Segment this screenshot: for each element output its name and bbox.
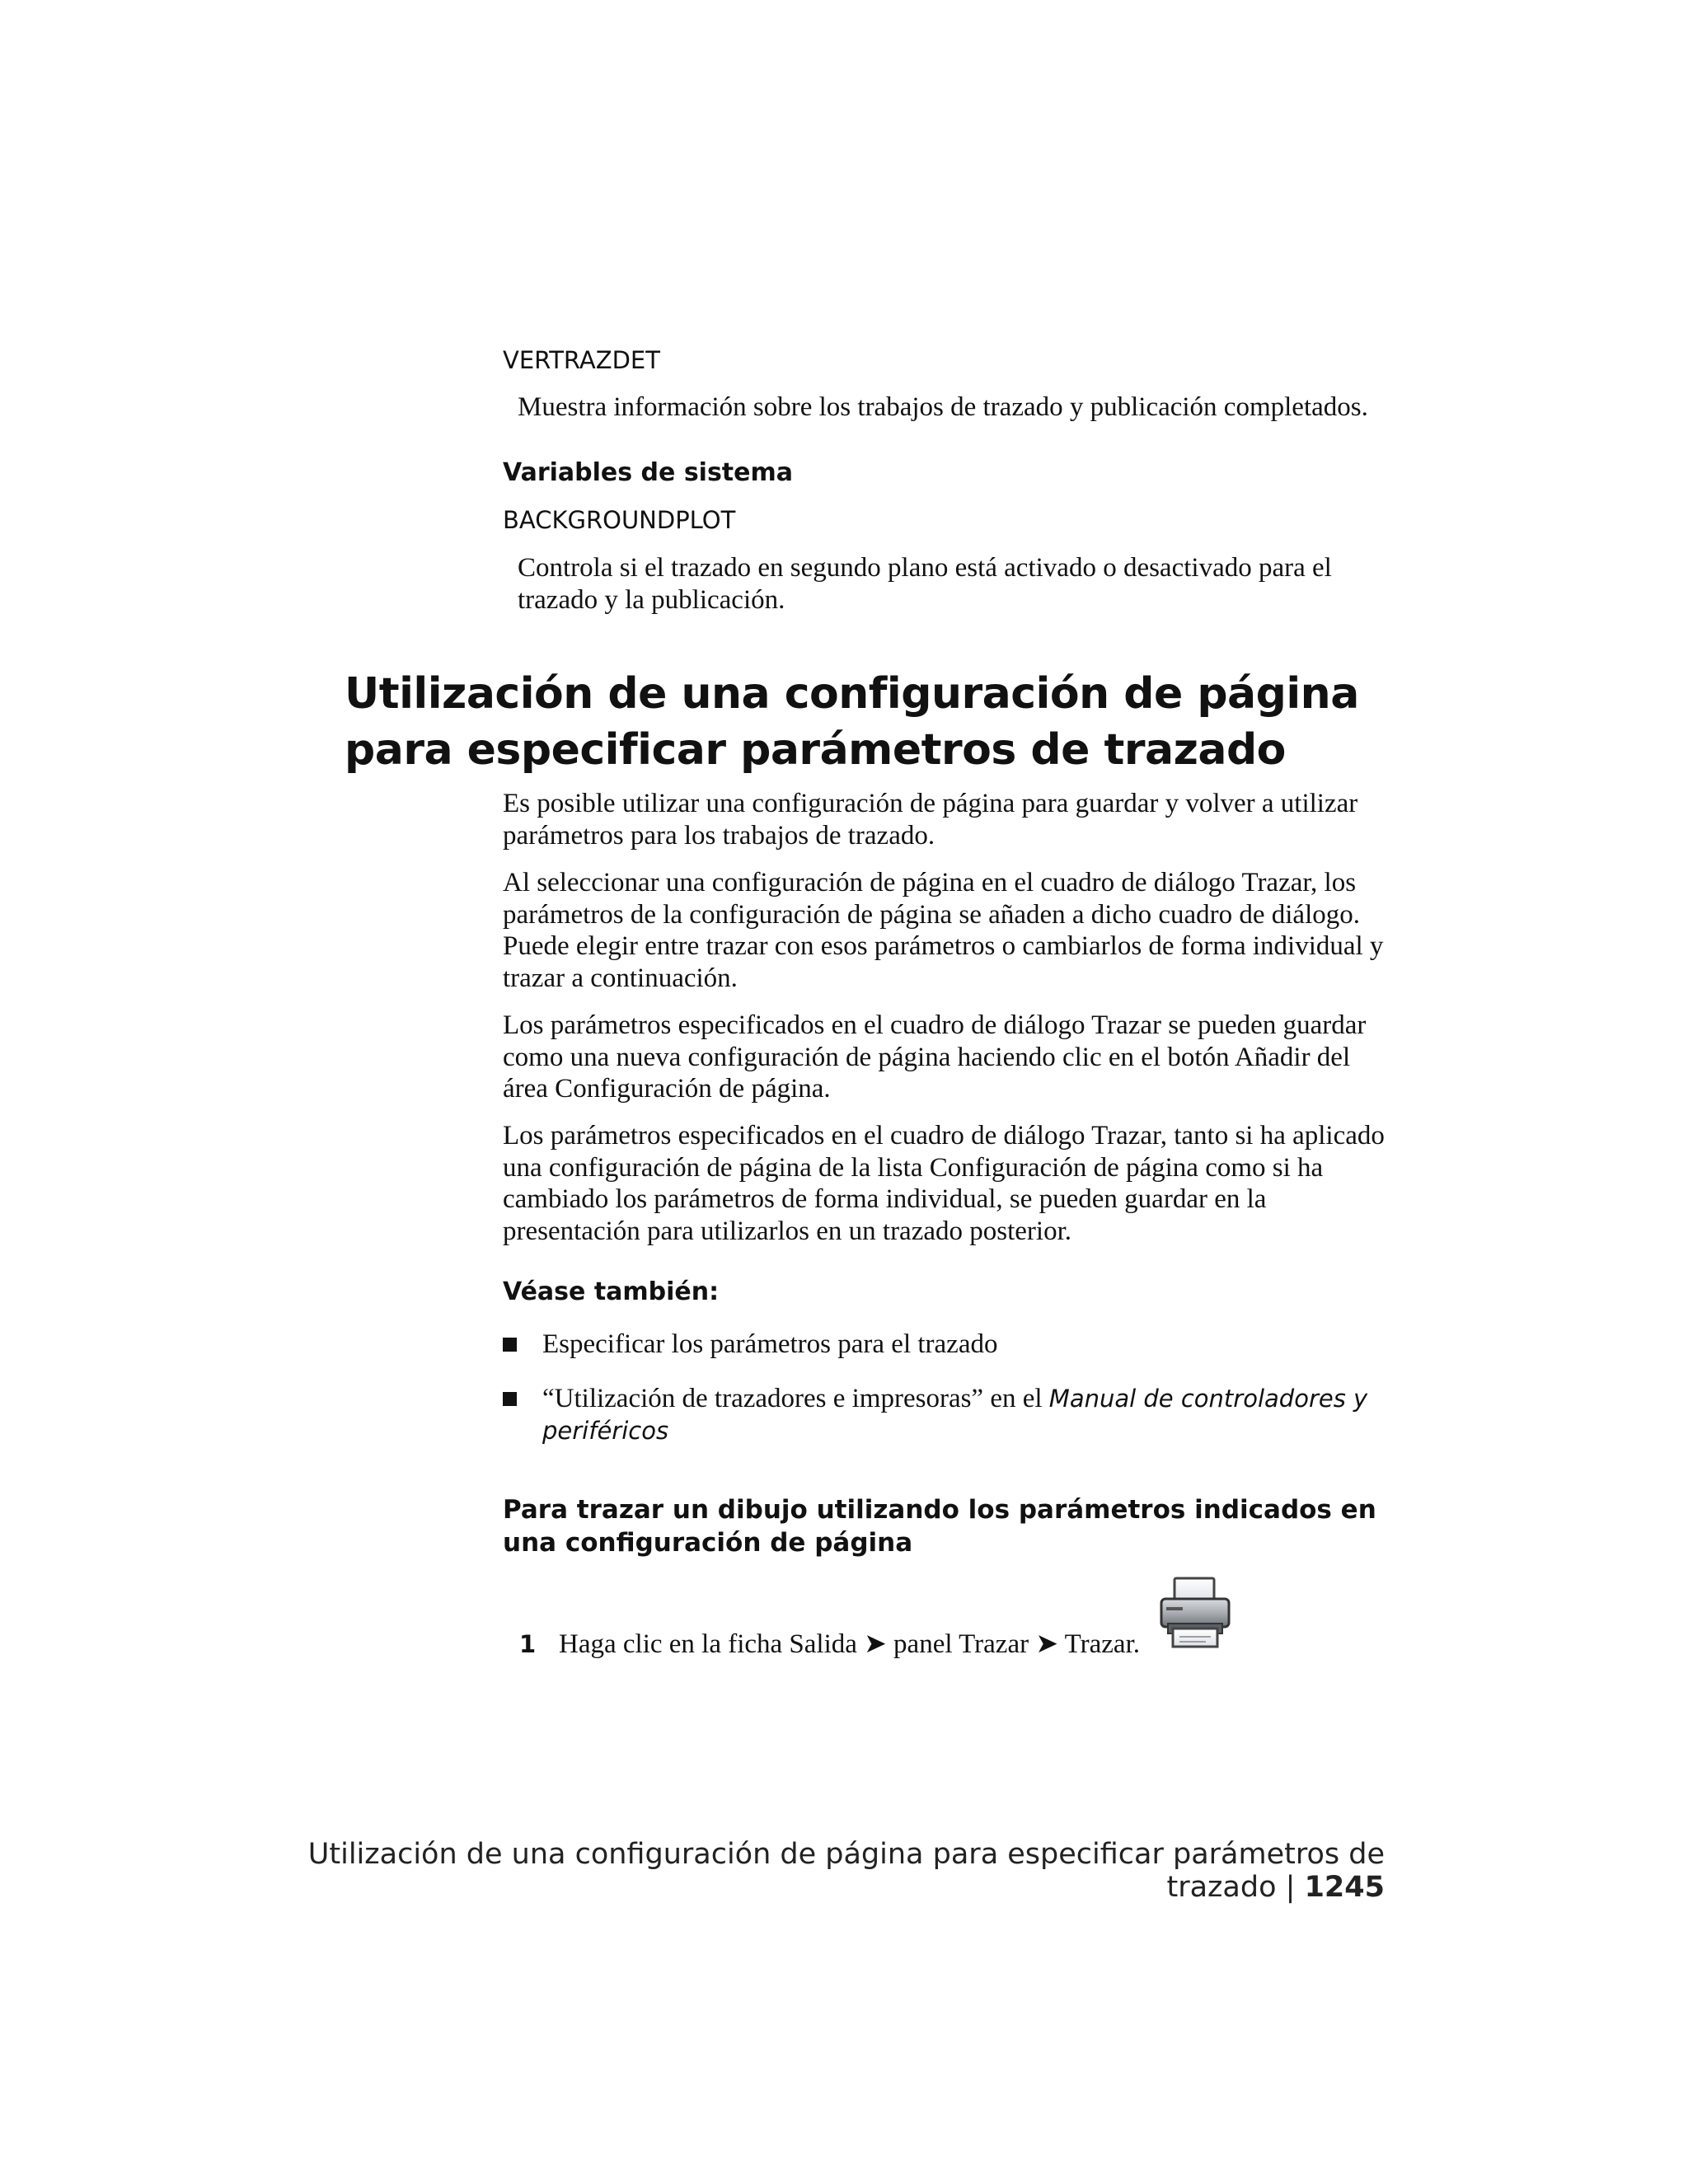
printer-icon bbox=[1158, 1576, 1232, 1650]
command-name: VERTRAZDET bbox=[503, 346, 660, 374]
footer-separator: | bbox=[1285, 1871, 1296, 1904]
system-variable-description: Controla si el trazado en segundo plano está activado o desactivado para el trazado y la publicación. bbox=[518, 553, 1332, 615]
step-number: 1 bbox=[519, 1630, 537, 1658]
section-paragraph-3: Los parámetros especificados en el cuadro de diálogo Trazar se pueden guardar como una nueva configuración de página haciendo clic en el botón Añadir del área Configuración de página. bbox=[503, 1010, 1367, 1104]
see-also-heading: Véase también: bbox=[503, 1277, 720, 1306]
step-text: Haga clic en la ficha Salida ➤ panel Trazar ➤ Trazar. bbox=[559, 1629, 1140, 1659]
section-title: Utilización de una configuración de página para especificar parámetros de trazado bbox=[345, 669, 1359, 775]
footer-running-title: Utilización de una configuración de página para especificar parámetros de trazado bbox=[307, 1838, 1385, 1904]
see-also-link-text: “Utilización de trazadores e impresoras” en el bbox=[542, 1384, 1049, 1413]
bullet-square-icon bbox=[503, 1392, 517, 1406]
page-footer bbox=[280, 1838, 1385, 1904]
section-paragraph-4: Los parámetros especificados en el cuadro de diálogo Trazar, tanto si ha aplicado una configuración de página de la lista Configuración de página como si ha cambiado los parámetros de forma individual, se pueden guardar en la presentación para utilizarlos en un trazado posterior. bbox=[503, 1121, 1385, 1246]
procedure-step bbox=[519, 1629, 1140, 1660]
section-paragraph-2: Al seleccionar una configuración de página en el cuadro de diálogo Trazar, los parámetros de la configuración de página se añaden a dicho cuadro de diálogo. Puede elegir entre trazar con esos parámetros o cambiarlos de forma individual y trazar a continuación. bbox=[503, 868, 1384, 993]
procedure-title: Para trazar un dibujo utilizando los parámetros indicados en una configuración de página bbox=[503, 1495, 1376, 1558]
bullet-square-icon bbox=[503, 1338, 517, 1352]
page-number: 1245 bbox=[1304, 1871, 1385, 1904]
system-variable-name: BACKGROUNDPLOT bbox=[503, 506, 736, 534]
system-variables-heading: Variables de sistema bbox=[503, 458, 794, 487]
see-also-link[interactable]: Especificar los parámetros para el trazado bbox=[542, 1329, 998, 1359]
manual-title: Manual de controladores y periféricos bbox=[542, 1385, 1368, 1445]
section-paragraph-1: Es posible utilizar una configuración de página para guardar y volver a utilizar parámetros para los trabajos de trazado. bbox=[503, 789, 1358, 851]
see-also-link[interactable] bbox=[542, 1383, 1400, 1446]
command-description: Muestra información sobre los trabajos de trazado y publicación completados. bbox=[518, 392, 1368, 422]
